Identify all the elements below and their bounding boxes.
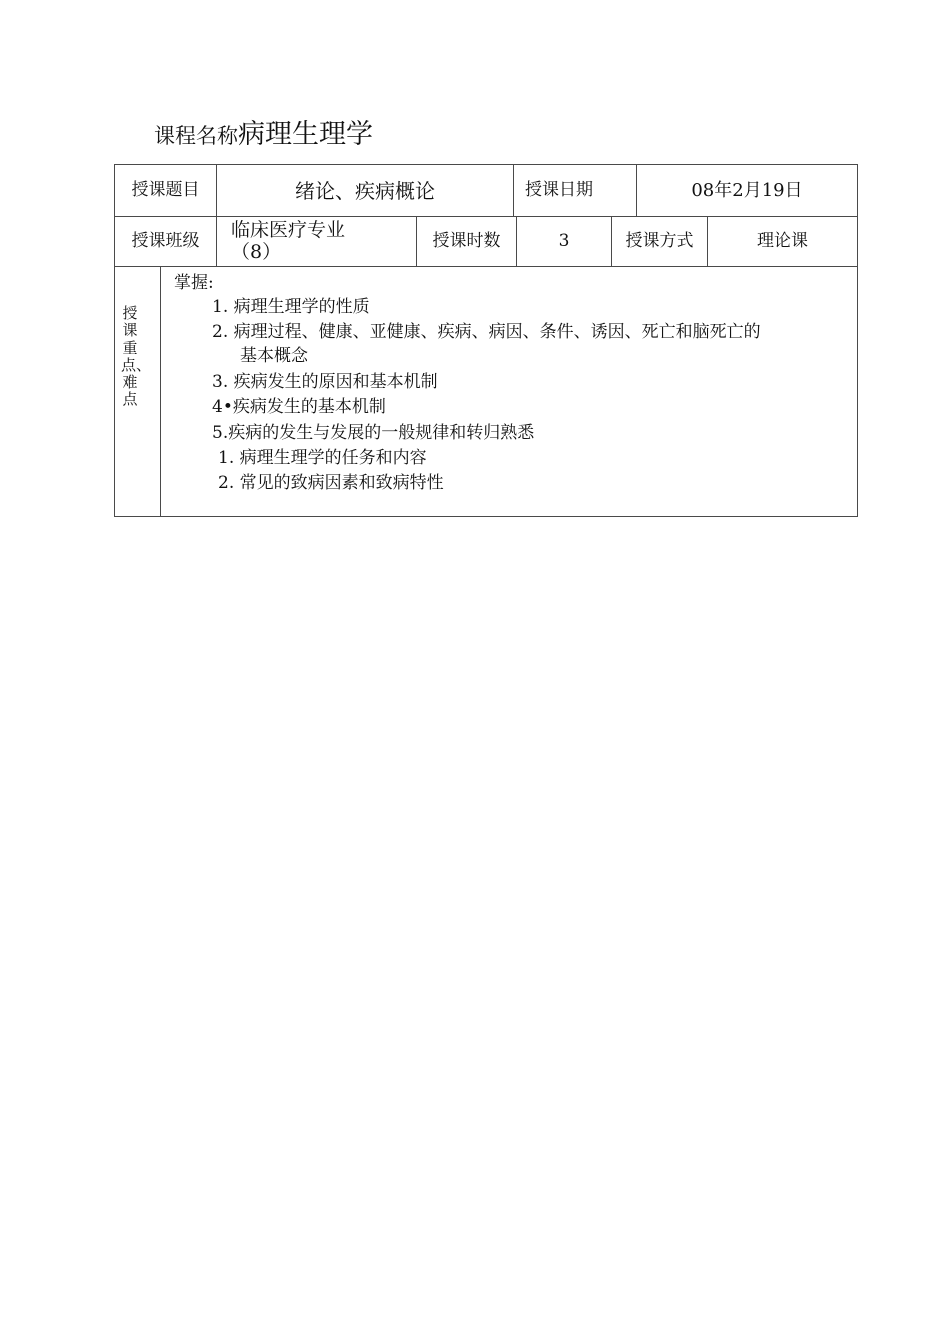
content-line-2-cont: 基本概念 — [240, 346, 308, 366]
course-name-value: 病理生理学 — [238, 119, 373, 150]
content-line-familiar-2: 2. 常见的致病因素和致病特性 — [218, 473, 444, 493]
topic-label: 授课题目 — [131, 180, 200, 201]
content-line-2: 2. 病理过程、健康、亚健康、疾病、病因、条件、诱因、死亡和脑死亡的 — [212, 322, 761, 342]
class-value-line1: 临床医疗专业 — [231, 219, 346, 241]
mode-value: 理论课 — [757, 231, 808, 252]
content-line-3: 3. 疾病发生的原因和基本机制 — [212, 372, 438, 392]
hours-label-cell — [416, 216, 517, 267]
content-line-4: 4•疾病发生的基本机制 — [212, 397, 386, 417]
class-value-cell — [216, 216, 417, 267]
course-title — [154, 112, 373, 151]
class-label: 授课班级 — [131, 231, 200, 252]
course-name-label: 课程名称 — [154, 124, 238, 148]
hours-value-cell — [516, 216, 612, 267]
hours-value: 3 — [558, 231, 570, 252]
date-label: 授课日期 — [525, 180, 593, 201]
topic-value: 绪论、疾病概论 — [295, 178, 435, 203]
topic-value-cell — [216, 164, 514, 217]
date-value-cell — [636, 164, 858, 217]
content-line-5: 5.疾病的发生与发展的一般规律和转归熟悉 — [212, 423, 535, 443]
date-label-cell — [513, 164, 637, 217]
mode-label-cell — [611, 216, 708, 267]
date-value: 08年2月19日 — [691, 179, 803, 201]
master-heading: 掌握: — [174, 273, 214, 293]
class-value-line2: （8） — [231, 241, 282, 264]
mode-label: 授课方式 — [625, 231, 694, 252]
class-label-cell — [114, 216, 217, 267]
content-line-1: 1. 病理生理学的性质 — [212, 297, 370, 317]
mode-value-cell — [707, 216, 858, 267]
key-points-label: 授课重点、难点 — [121, 304, 152, 409]
hours-label: 授课时数 — [432, 231, 501, 252]
content-line-familiar-1: 1. 病理生理学的任务和内容 — [218, 448, 427, 468]
topic-label-cell — [114, 164, 217, 217]
